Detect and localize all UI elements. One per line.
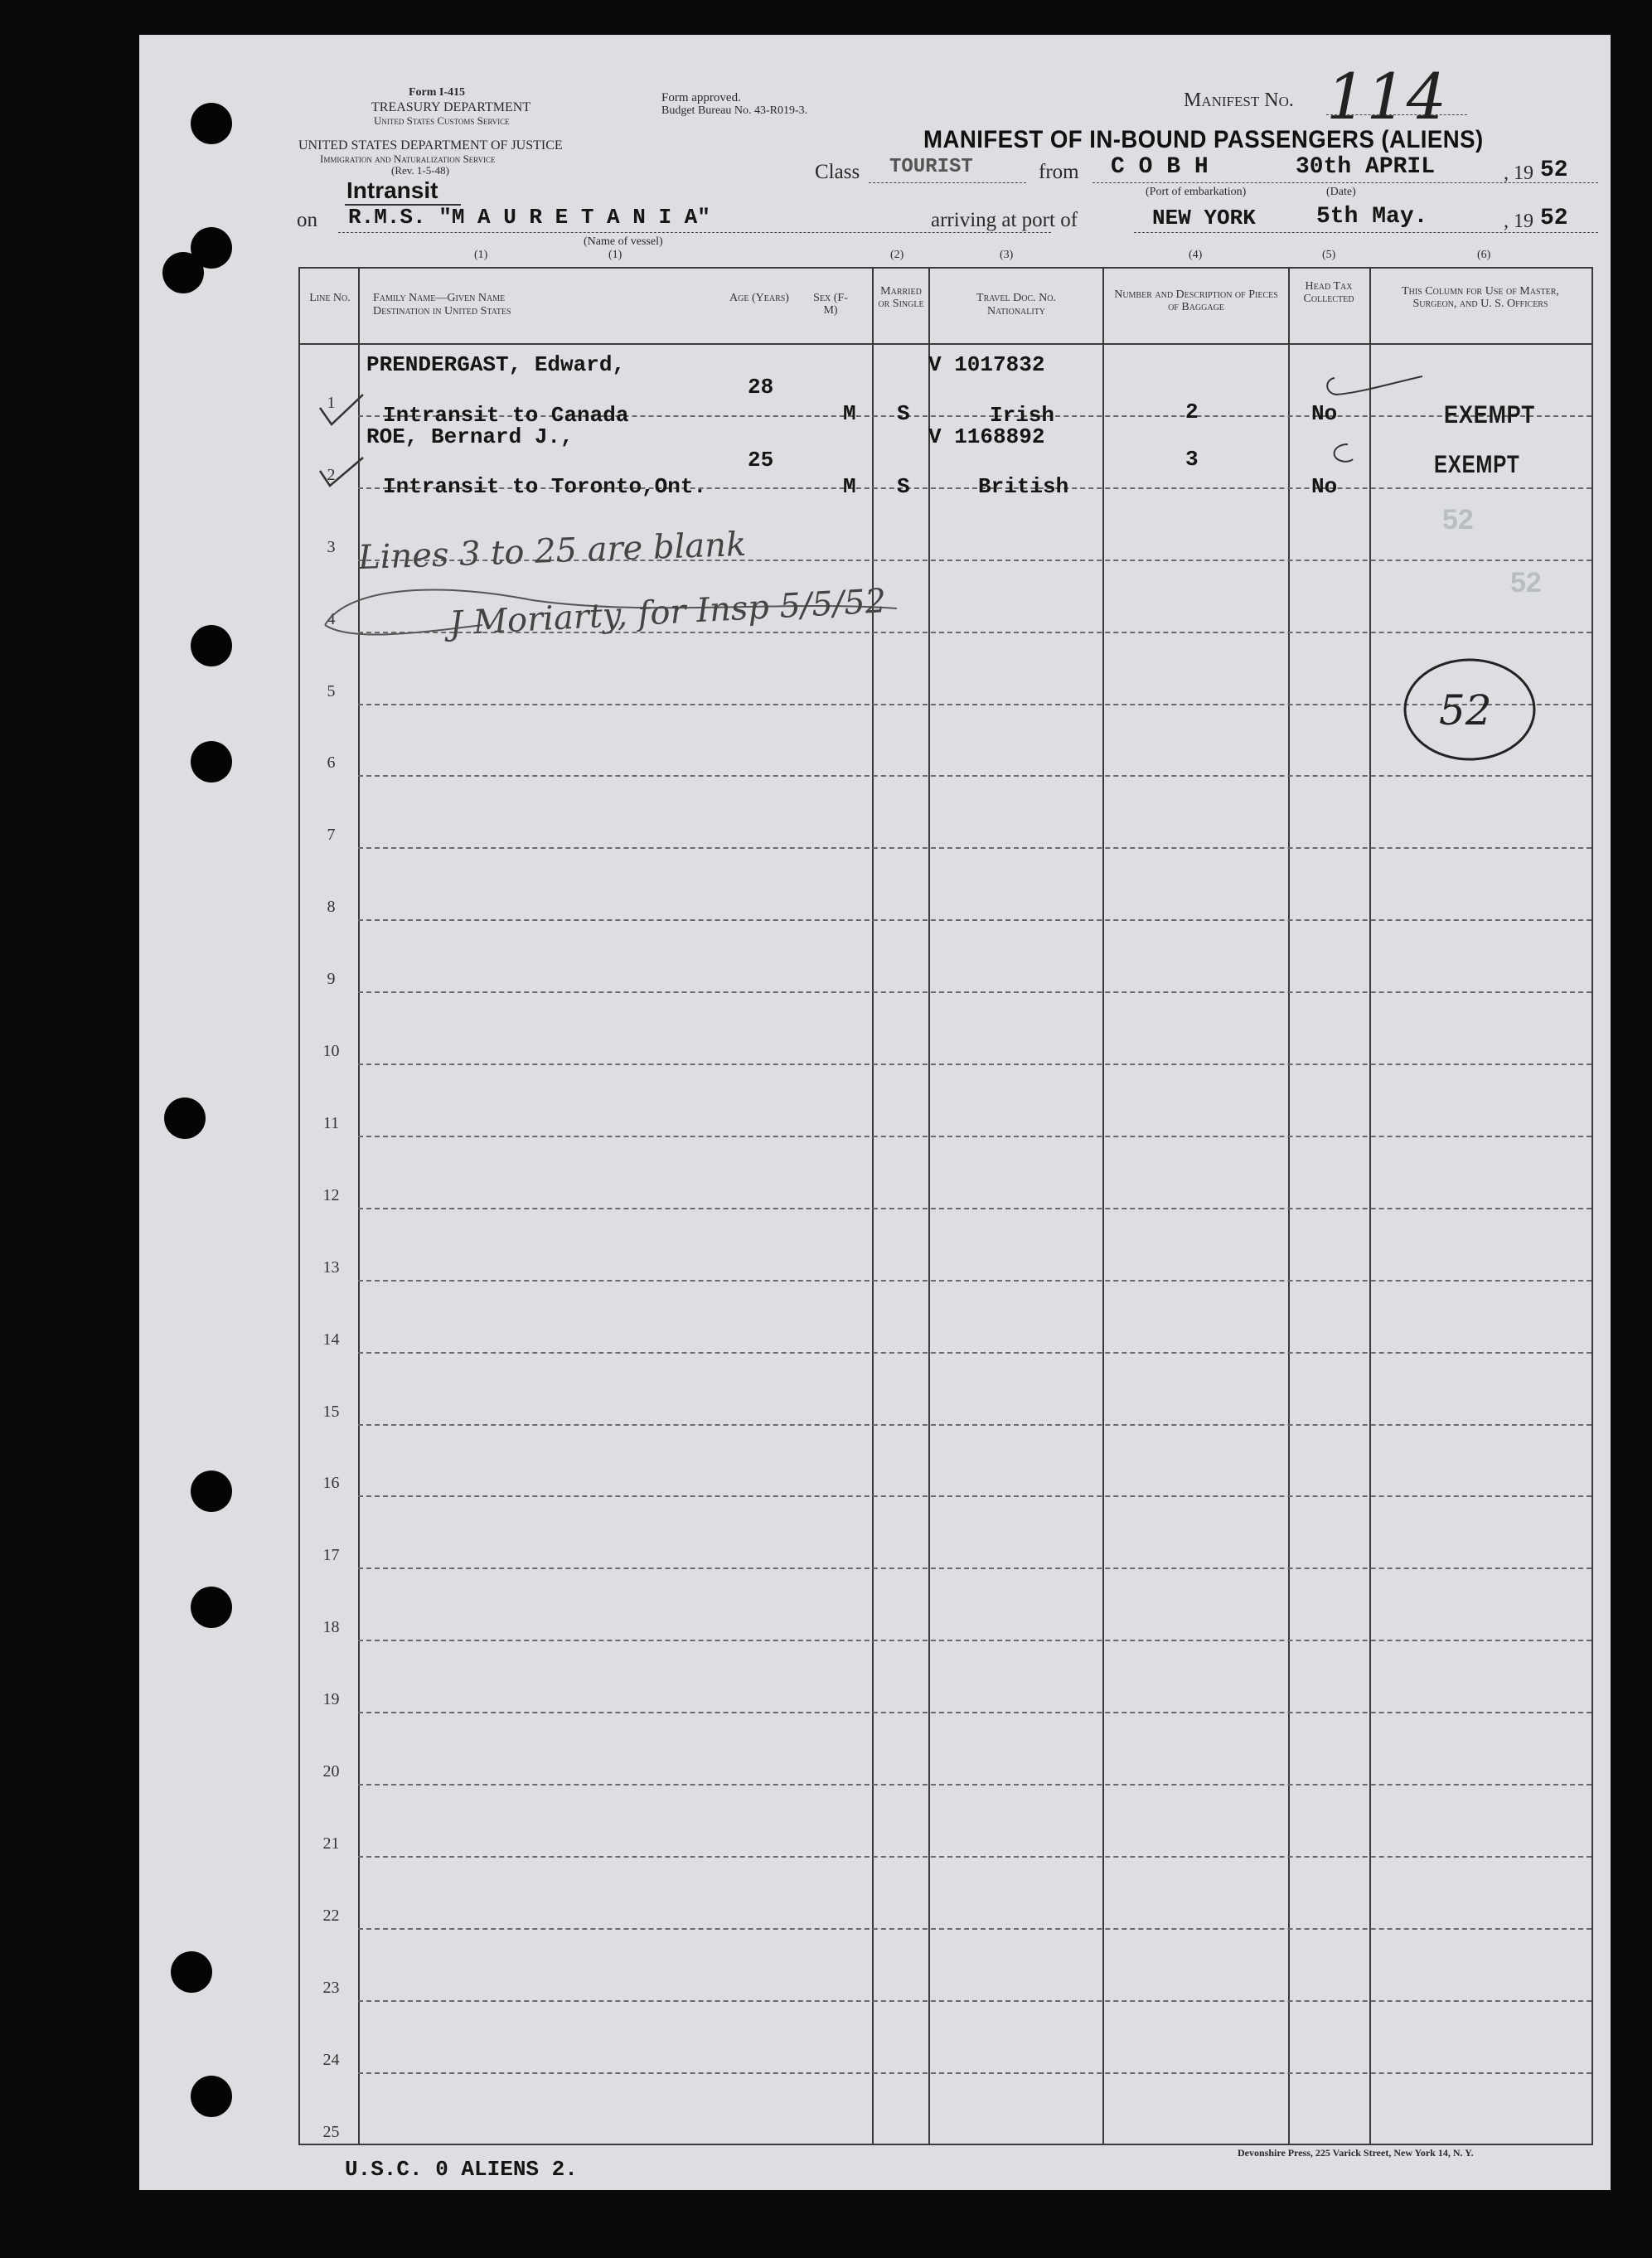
circled-number bbox=[1399, 652, 1540, 768]
line-number: 14 bbox=[322, 1330, 340, 1349]
passenger-age: 28 bbox=[748, 375, 774, 400]
passenger-marital: S bbox=[897, 474, 910, 499]
col-number-6: (6) bbox=[1477, 249, 1491, 261]
arrival-port: NEW YORK bbox=[1152, 206, 1256, 230]
manifest-title: MANIFEST OF IN-BOUND PASSENGERS (ALIENS) bbox=[923, 126, 1484, 153]
row-separator bbox=[358, 1064, 1591, 1065]
punch-hole bbox=[191, 2076, 232, 2117]
tick-mark-icon bbox=[1325, 439, 1358, 472]
row-separator bbox=[358, 2072, 1591, 2074]
immigration-service: Immigration and Naturalization Service bbox=[320, 153, 496, 165]
class-line bbox=[869, 182, 1026, 183]
line-number: 13 bbox=[322, 1257, 340, 1277]
punch-hole bbox=[171, 1951, 212, 1993]
col-number-5: (5) bbox=[1322, 249, 1336, 261]
line-number: 5 bbox=[327, 681, 336, 700]
passenger-destination: Intransit to Canada bbox=[383, 403, 629, 428]
class-label: Class bbox=[815, 161, 860, 183]
passenger-nationality: British bbox=[978, 474, 1069, 499]
passenger-destination: Intransit to Toronto,Ont. bbox=[383, 474, 707, 499]
col-header-destination: Destination in United States bbox=[373, 305, 511, 317]
port-embark-caption: (Port of embarkation) bbox=[1146, 186, 1247, 198]
row-separator bbox=[358, 1640, 1591, 1641]
row-separator bbox=[358, 1208, 1591, 1209]
col-divider bbox=[928, 269, 930, 2144]
line-number: 17 bbox=[322, 1546, 340, 1565]
form-approved: Form approved. bbox=[661, 91, 741, 104]
col-divider bbox=[1369, 269, 1371, 2144]
line-number: 22 bbox=[322, 1906, 340, 1925]
row-separator bbox=[358, 991, 1591, 993]
vessel-name: R.M.S. "M A U R E T A N I A" bbox=[348, 205, 710, 230]
circled-number-text: 52 bbox=[1439, 686, 1492, 734]
row-separator bbox=[358, 847, 1591, 849]
manifest-page bbox=[139, 35, 1611, 2190]
embark-year-prefix: , 19 bbox=[1504, 162, 1533, 184]
passenger-sex: M bbox=[843, 401, 856, 426]
col-header-travel-doc: Travel Doc. No. bbox=[976, 292, 1056, 304]
vessel-line bbox=[338, 232, 1051, 233]
embark-year: 52 bbox=[1540, 157, 1568, 183]
row-separator bbox=[358, 1424, 1591, 1426]
line-number: 23 bbox=[322, 1978, 340, 1997]
form-number: Form I-415 bbox=[409, 86, 466, 99]
form-revision: (Rev. 1-5-48) bbox=[391, 164, 449, 177]
vessel-col-number: (1) bbox=[608, 249, 623, 261]
exempt-stamp: EXEMPT bbox=[1444, 401, 1535, 429]
punch-hole bbox=[191, 741, 232, 783]
passenger-head-tax: No bbox=[1311, 474, 1338, 499]
line-number: 6 bbox=[327, 753, 336, 773]
manifest-no-label: Manifest No. bbox=[1184, 90, 1294, 111]
passenger-name: PRENDERGAST, Edward, bbox=[366, 352, 626, 377]
line-number: 11 bbox=[322, 1113, 340, 1132]
exempt-stamp: EXEMPT bbox=[1434, 451, 1520, 478]
col-number-2: (2) bbox=[890, 249, 904, 261]
embarkation-date: 30th APRIL bbox=[1296, 154, 1436, 180]
col-number-3: (3) bbox=[1000, 249, 1014, 261]
line-number: 2 bbox=[327, 465, 336, 484]
row-separator bbox=[358, 1928, 1591, 1930]
line-number: 1 bbox=[327, 393, 336, 412]
col-header-age: Age (Years) bbox=[729, 292, 789, 304]
line-number: 12 bbox=[322, 1185, 340, 1204]
row-separator bbox=[358, 1495, 1591, 1497]
faint-stamp: 52 bbox=[1510, 567, 1542, 598]
passenger-baggage: 3 bbox=[1185, 447, 1199, 472]
manifest-table bbox=[298, 249, 1593, 2145]
passenger-baggage: 2 bbox=[1185, 400, 1199, 424]
check-mark-icon bbox=[317, 453, 366, 494]
tick-mark-icon bbox=[1318, 371, 1426, 405]
class-value: TOURIST bbox=[889, 156, 973, 178]
manifest-no-value: 114 bbox=[1326, 60, 1447, 133]
row-separator bbox=[358, 919, 1591, 921]
line-number: 25 bbox=[322, 2122, 340, 2141]
punch-hole bbox=[191, 1471, 232, 1512]
row-separator bbox=[358, 1856, 1591, 1858]
line-number: 10 bbox=[322, 1042, 340, 1060]
row-separator bbox=[358, 775, 1591, 777]
col-header-name: Family Name—Given Name bbox=[373, 292, 506, 304]
row-separator bbox=[358, 1352, 1591, 1354]
col-header-officers: This Column for Use of Master, Surgeon, and U. S. Officers bbox=[1402, 285, 1559, 310]
line-number: 7 bbox=[327, 826, 336, 845]
row-separator bbox=[358, 1136, 1591, 1137]
on-label: on bbox=[297, 209, 317, 231]
punch-hole bbox=[162, 252, 204, 293]
aliens-summary: U.S.C. 0 ALIENS 2. bbox=[345, 2157, 578, 2182]
col-header-baggage: Number and Description of Pieces of Baggage bbox=[1114, 288, 1278, 313]
arriving-label: arriving at port of bbox=[931, 209, 1078, 231]
line-number: 19 bbox=[322, 1690, 340, 1709]
line-number: 9 bbox=[327, 970, 336, 989]
date-caption: (Date) bbox=[1326, 186, 1356, 198]
line-number: 8 bbox=[327, 898, 336, 917]
passenger-head-tax: No bbox=[1311, 401, 1338, 426]
line-number: 16 bbox=[322, 1474, 340, 1493]
from-label: from bbox=[1039, 161, 1079, 183]
printer-imprint: Devonshire Press, 225 Varick Street, New York 14, N. Y. bbox=[1238, 2147, 1474, 2159]
department-of-justice: UNITED STATES DEPARTMENT OF JUSTICE bbox=[298, 138, 563, 153]
col-number-1: (1) bbox=[474, 249, 488, 261]
row-separator bbox=[358, 1280, 1591, 1282]
line-number: 21 bbox=[322, 1834, 340, 1853]
col-header-head-tax: Head Tax Collected bbox=[1303, 280, 1354, 305]
col-header-line-no: Line No. bbox=[309, 292, 351, 304]
row-separator bbox=[358, 1784, 1591, 1786]
line-number: 24 bbox=[322, 2050, 340, 2069]
col-header-sex: Sex (F-M) bbox=[813, 292, 848, 317]
row-separator bbox=[358, 1712, 1591, 1713]
passenger-marital: S bbox=[897, 401, 910, 426]
punch-hole bbox=[191, 103, 232, 144]
check-mark-icon bbox=[317, 391, 366, 433]
punch-hole bbox=[191, 625, 232, 666]
port-of-embarkation: C O B H bbox=[1111, 154, 1209, 180]
passenger-age: 25 bbox=[748, 448, 774, 472]
passenger-travel-doc: V 1017832 bbox=[928, 352, 1045, 377]
arrival-year-prefix: , 19 bbox=[1504, 211, 1533, 232]
inspector-signature: J Moriarty, for Insp 5/5/52 bbox=[448, 582, 888, 643]
arrival-date: 5th May. bbox=[1316, 204, 1428, 230]
vessel-caption: (Name of vessel) bbox=[584, 235, 663, 248]
line-number: 20 bbox=[322, 1762, 340, 1781]
handwritten-note: Lines 3 to 25 are blank bbox=[357, 525, 747, 578]
col-divider bbox=[1102, 269, 1104, 2144]
row-separator bbox=[358, 2000, 1591, 2002]
passenger-name: ROE, Bernard J., bbox=[366, 424, 574, 449]
col-header-nationality: Nationality bbox=[986, 305, 1046, 317]
customs-service: United States Customs Service bbox=[374, 114, 510, 127]
faint-stamp: 52 bbox=[1442, 504, 1474, 535]
punch-hole bbox=[164, 1098, 206, 1139]
intransit-label: Intransit bbox=[346, 177, 438, 203]
col-number-4: (4) bbox=[1189, 249, 1203, 261]
passenger-travel-doc: V 1168892 bbox=[928, 424, 1045, 449]
col-divider bbox=[1288, 269, 1290, 2144]
budget-bureau: Budget Bureau No. 43-R019-3. bbox=[661, 104, 808, 117]
treasury-department: TREASURY DEPARTMENT bbox=[371, 100, 531, 114]
line-number: 4 bbox=[327, 609, 336, 628]
arrival-year: 52 bbox=[1540, 206, 1568, 231]
header-rule bbox=[300, 343, 1591, 345]
passenger-nationality: Irish bbox=[990, 403, 1055, 428]
row-separator bbox=[358, 1568, 1591, 1569]
line-number: 18 bbox=[322, 1618, 340, 1637]
passenger-sex: M bbox=[843, 474, 856, 499]
col-header-marital: Married or Single bbox=[878, 285, 924, 310]
line-number: 15 bbox=[322, 1402, 340, 1421]
punch-hole bbox=[191, 1587, 232, 1628]
col-divider bbox=[872, 269, 874, 2144]
line-number: 3 bbox=[327, 537, 336, 556]
